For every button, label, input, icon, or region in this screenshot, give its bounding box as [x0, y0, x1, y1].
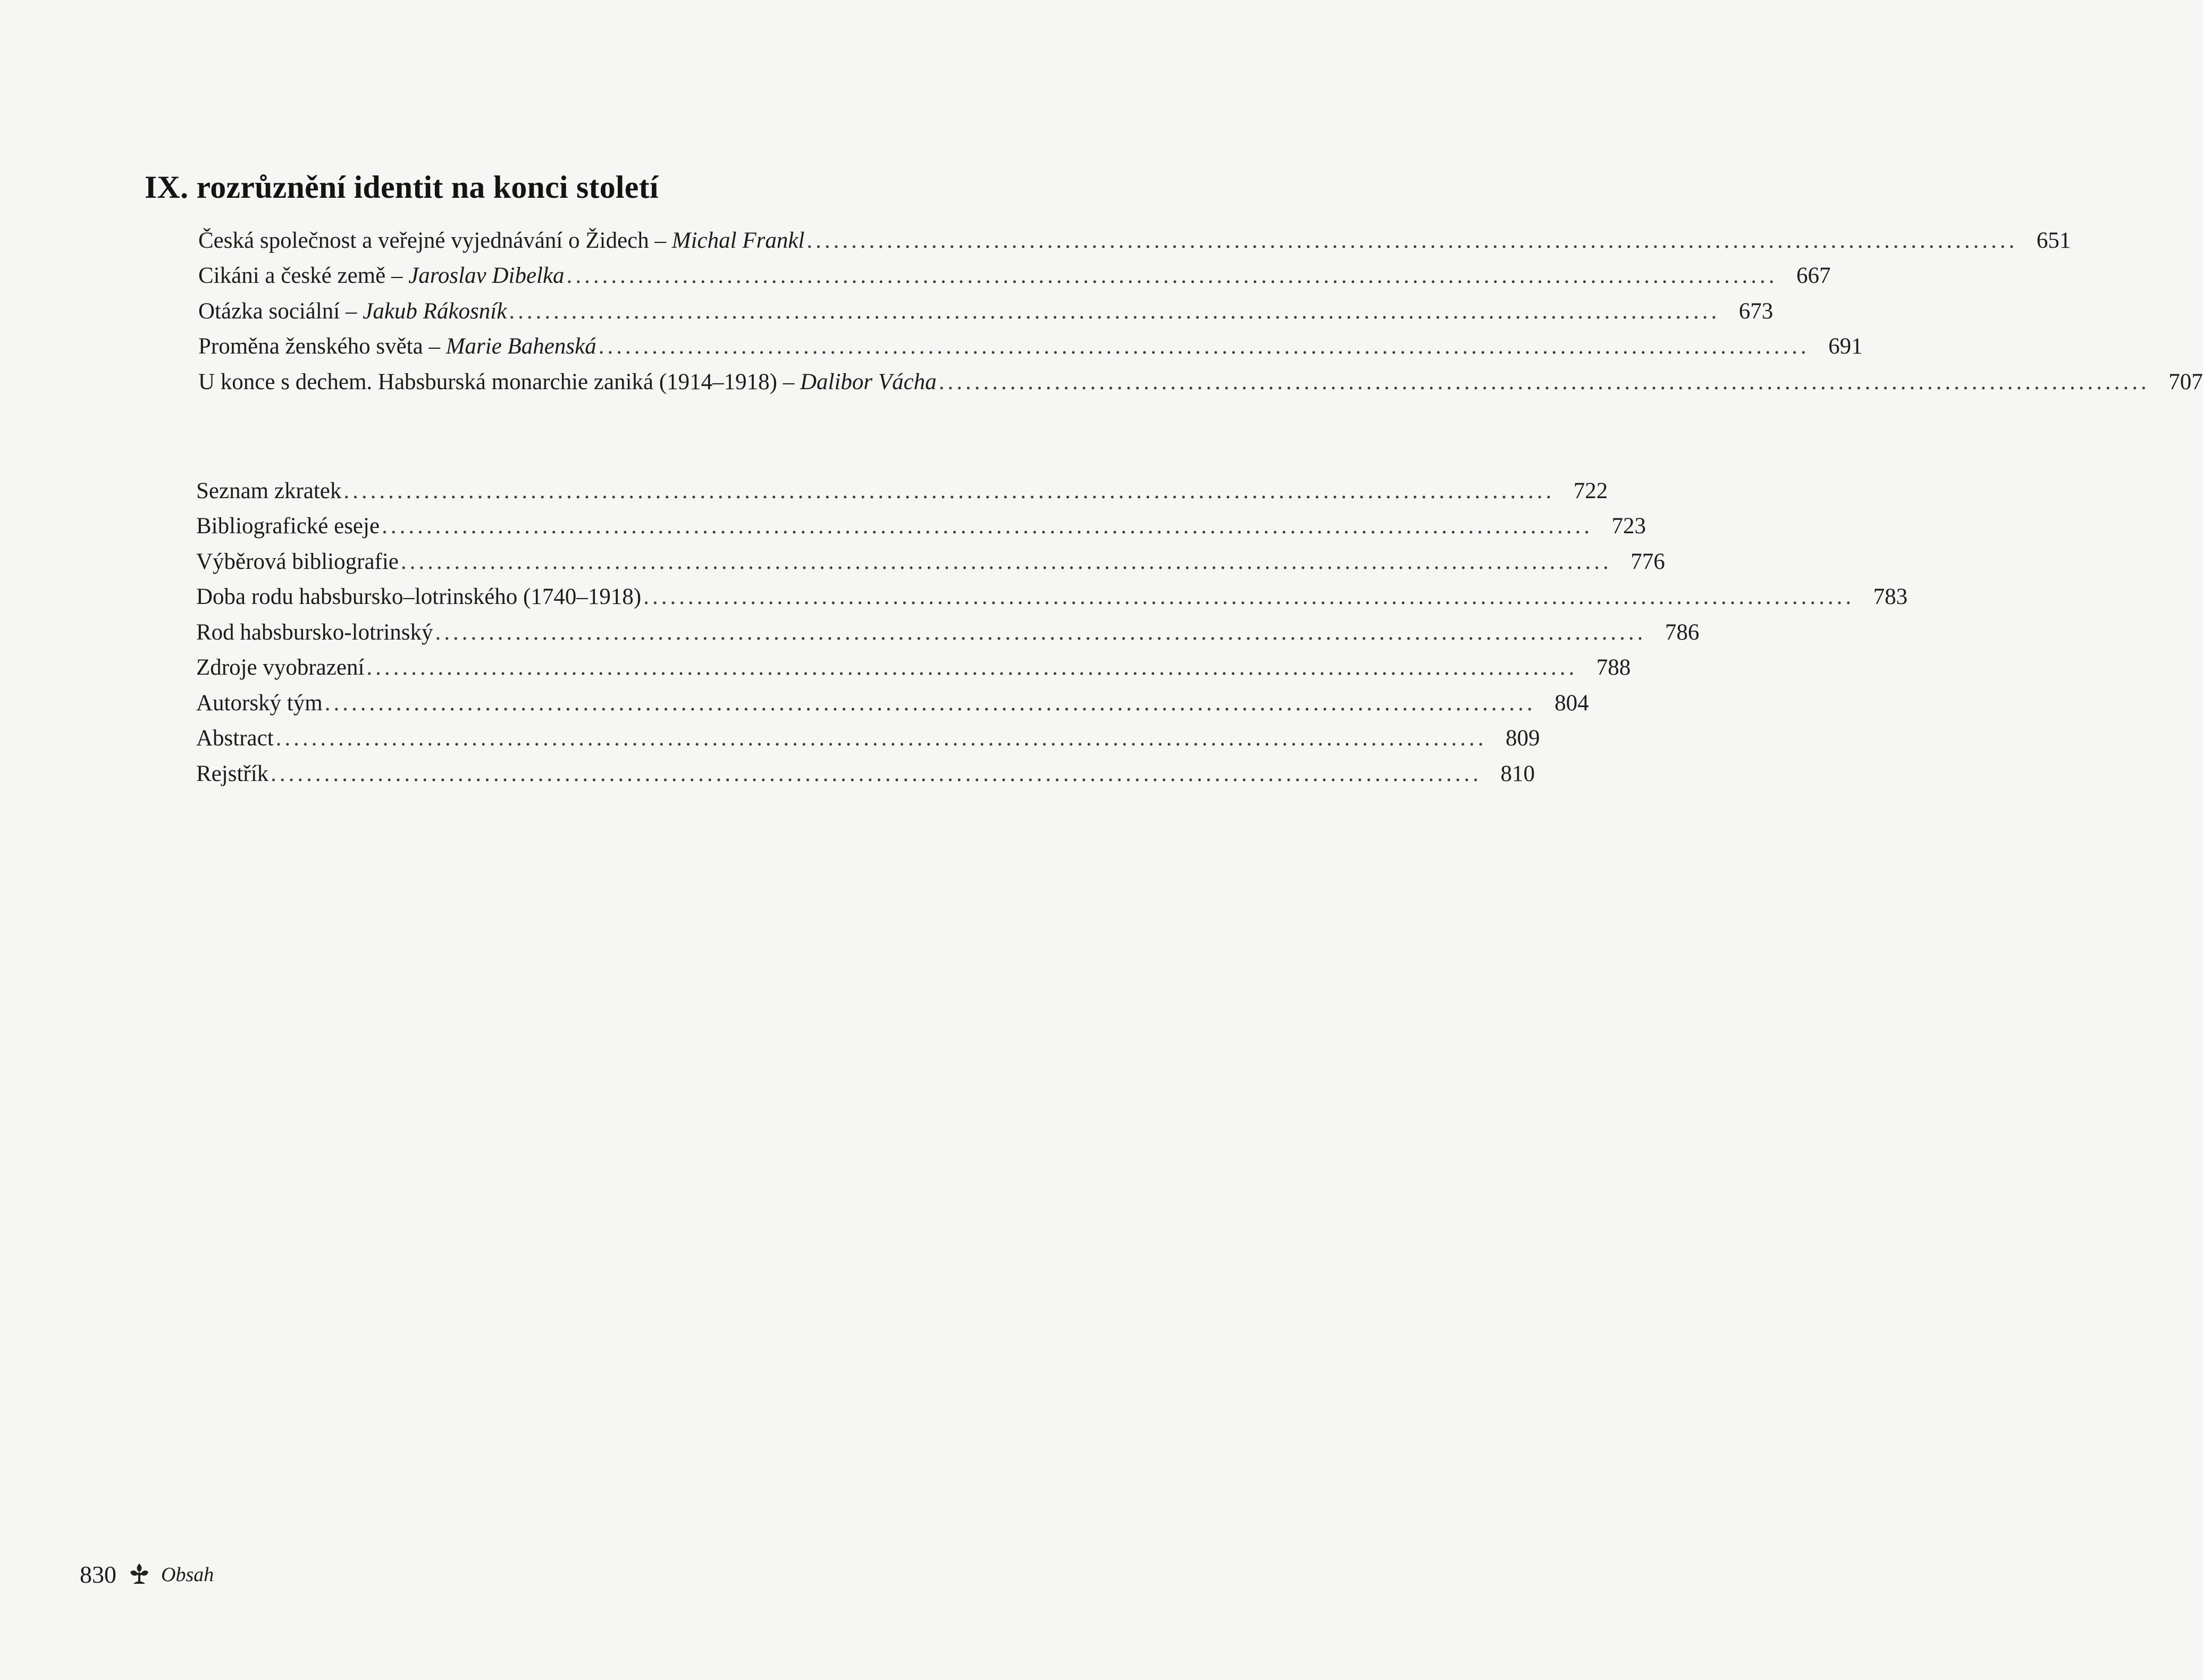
toc-page-number: 810	[1500, 761, 1535, 786]
toc-entry-title: Doba rodu habsbursko–lotrinského (1740–1918)	[196, 584, 642, 609]
toc-page-number: 667	[1796, 263, 1831, 288]
toc-entry[interactable]	[196, 646, 1631, 682]
page-footer	[80, 1560, 214, 1589]
toc-entry[interactable]	[196, 540, 1665, 576]
toc-entry-title: Autorský tým	[196, 690, 323, 716]
dot-leader: ........................................................................................................................................	[275, 726, 1487, 751]
toc-entry[interactable]	[196, 611, 1700, 646]
toc-entry-title: Seznam zkratek	[196, 478, 342, 503]
toc-entry-title: Proměna ženského světa –	[198, 334, 446, 359]
toc-page-number: 651	[2036, 228, 2071, 253]
dot-leader: ........................................................................................................................................	[382, 514, 1593, 539]
toc-page-number: 786	[1665, 619, 1700, 645]
toc-entry-title: Bibliografické eseje	[196, 514, 380, 539]
dot-leader: ........................................................................................................................................	[400, 549, 1612, 574]
toc-entry[interactable]	[196, 505, 1646, 541]
toc-page-number: 707	[2168, 369, 2203, 394]
section-heading: IX. rozrůznění identit na konci století	[145, 170, 659, 205]
running-head: Obsah	[161, 1563, 214, 1586]
toc-entry[interactable]	[196, 576, 1908, 611]
toc-entry[interactable]	[196, 752, 1535, 788]
dot-leader: ........................................................................................................................................	[938, 369, 2150, 394]
toc-page-number: 691	[1828, 334, 1863, 359]
dot-leader: ........................................................................................................................................	[806, 228, 2018, 253]
toc-entry-title: Cikáni a české země –	[198, 263, 409, 288]
toc-entry-text	[198, 333, 596, 360]
toc-entry-title: Česká společnost a veřejné vyjednávání o Židech –	[198, 228, 672, 253]
folio-page-number: 830	[80, 1561, 116, 1588]
toc-entry-title: Výběrová bibliografie	[196, 549, 399, 574]
toc-page-number: 783	[1873, 584, 1908, 609]
toc-entry[interactable]	[198, 325, 1863, 361]
toc-entry-author: Jaroslav Dibelka	[408, 263, 565, 288]
dot-leader: ........................................................................................................................................	[324, 690, 1536, 716]
toc-page-number: 722	[1573, 478, 1608, 503]
toc-page-number: 723	[1611, 514, 1646, 539]
dot-leader: ........................................................................................................................................	[509, 298, 1720, 324]
toc-entry-author: Michal Frankl	[671, 228, 805, 253]
toc-entry-title: Abstract	[196, 726, 274, 751]
dot-leader: ........................................................................................................................................	[271, 761, 1482, 786]
toc-entry[interactable]	[196, 682, 1589, 717]
toc-page-number: 788	[1596, 655, 1631, 680]
toc-page-number: 809	[1506, 726, 1540, 751]
toc-entry-title: Rejstřík	[196, 761, 269, 786]
toc-entry[interactable]	[198, 360, 2203, 396]
toc-page-number: 804	[1554, 690, 1589, 716]
toc-entry-title: Rod habsbursko-lotrinský	[196, 619, 433, 645]
appendix-contents-list	[196, 469, 1908, 788]
toc-entry-text	[198, 227, 804, 255]
toc-entry-text	[198, 368, 937, 396]
dot-leader: ........................................................................................................................................	[343, 478, 1555, 503]
toc-entry[interactable]	[196, 717, 1540, 753]
dot-leader: ........................................................................................................................................	[643, 584, 1855, 609]
toc-entry[interactable]	[198, 290, 1773, 325]
toc-entry-title: Zdroje vyobrazení	[196, 655, 365, 680]
toc-entry[interactable]	[198, 255, 1831, 290]
toc-entry-author: Dalibor Vácha	[800, 369, 937, 394]
toc-entry-text	[198, 298, 507, 325]
dot-leader: ........................................................................................................................................	[566, 263, 1778, 288]
toc-page-number: 776	[1630, 549, 1665, 574]
chapter-contents-list	[198, 219, 2203, 396]
dot-leader: ........................................................................................................................................	[598, 334, 1810, 359]
dot-leader: ........................................................................................................................................	[435, 619, 1646, 645]
fleuron-icon	[126, 1561, 153, 1588]
toc-entry-title: Otázka sociální –	[198, 298, 363, 324]
toc-entry-title: U konce s dechem. Habsburská monarchie zaniká (1914–1918) –	[198, 369, 800, 394]
toc-entry-text	[198, 262, 565, 290]
toc-entry-author: Jakub Rákosník	[363, 298, 507, 324]
toc-entry[interactable]	[196, 469, 1608, 505]
toc-entry-author: Marie Bahenská	[445, 334, 596, 359]
toc-entry[interactable]	[198, 219, 2071, 255]
dot-leader: ........................................................................................................................................	[366, 655, 1578, 680]
toc-page-number: 673	[1738, 298, 1773, 324]
